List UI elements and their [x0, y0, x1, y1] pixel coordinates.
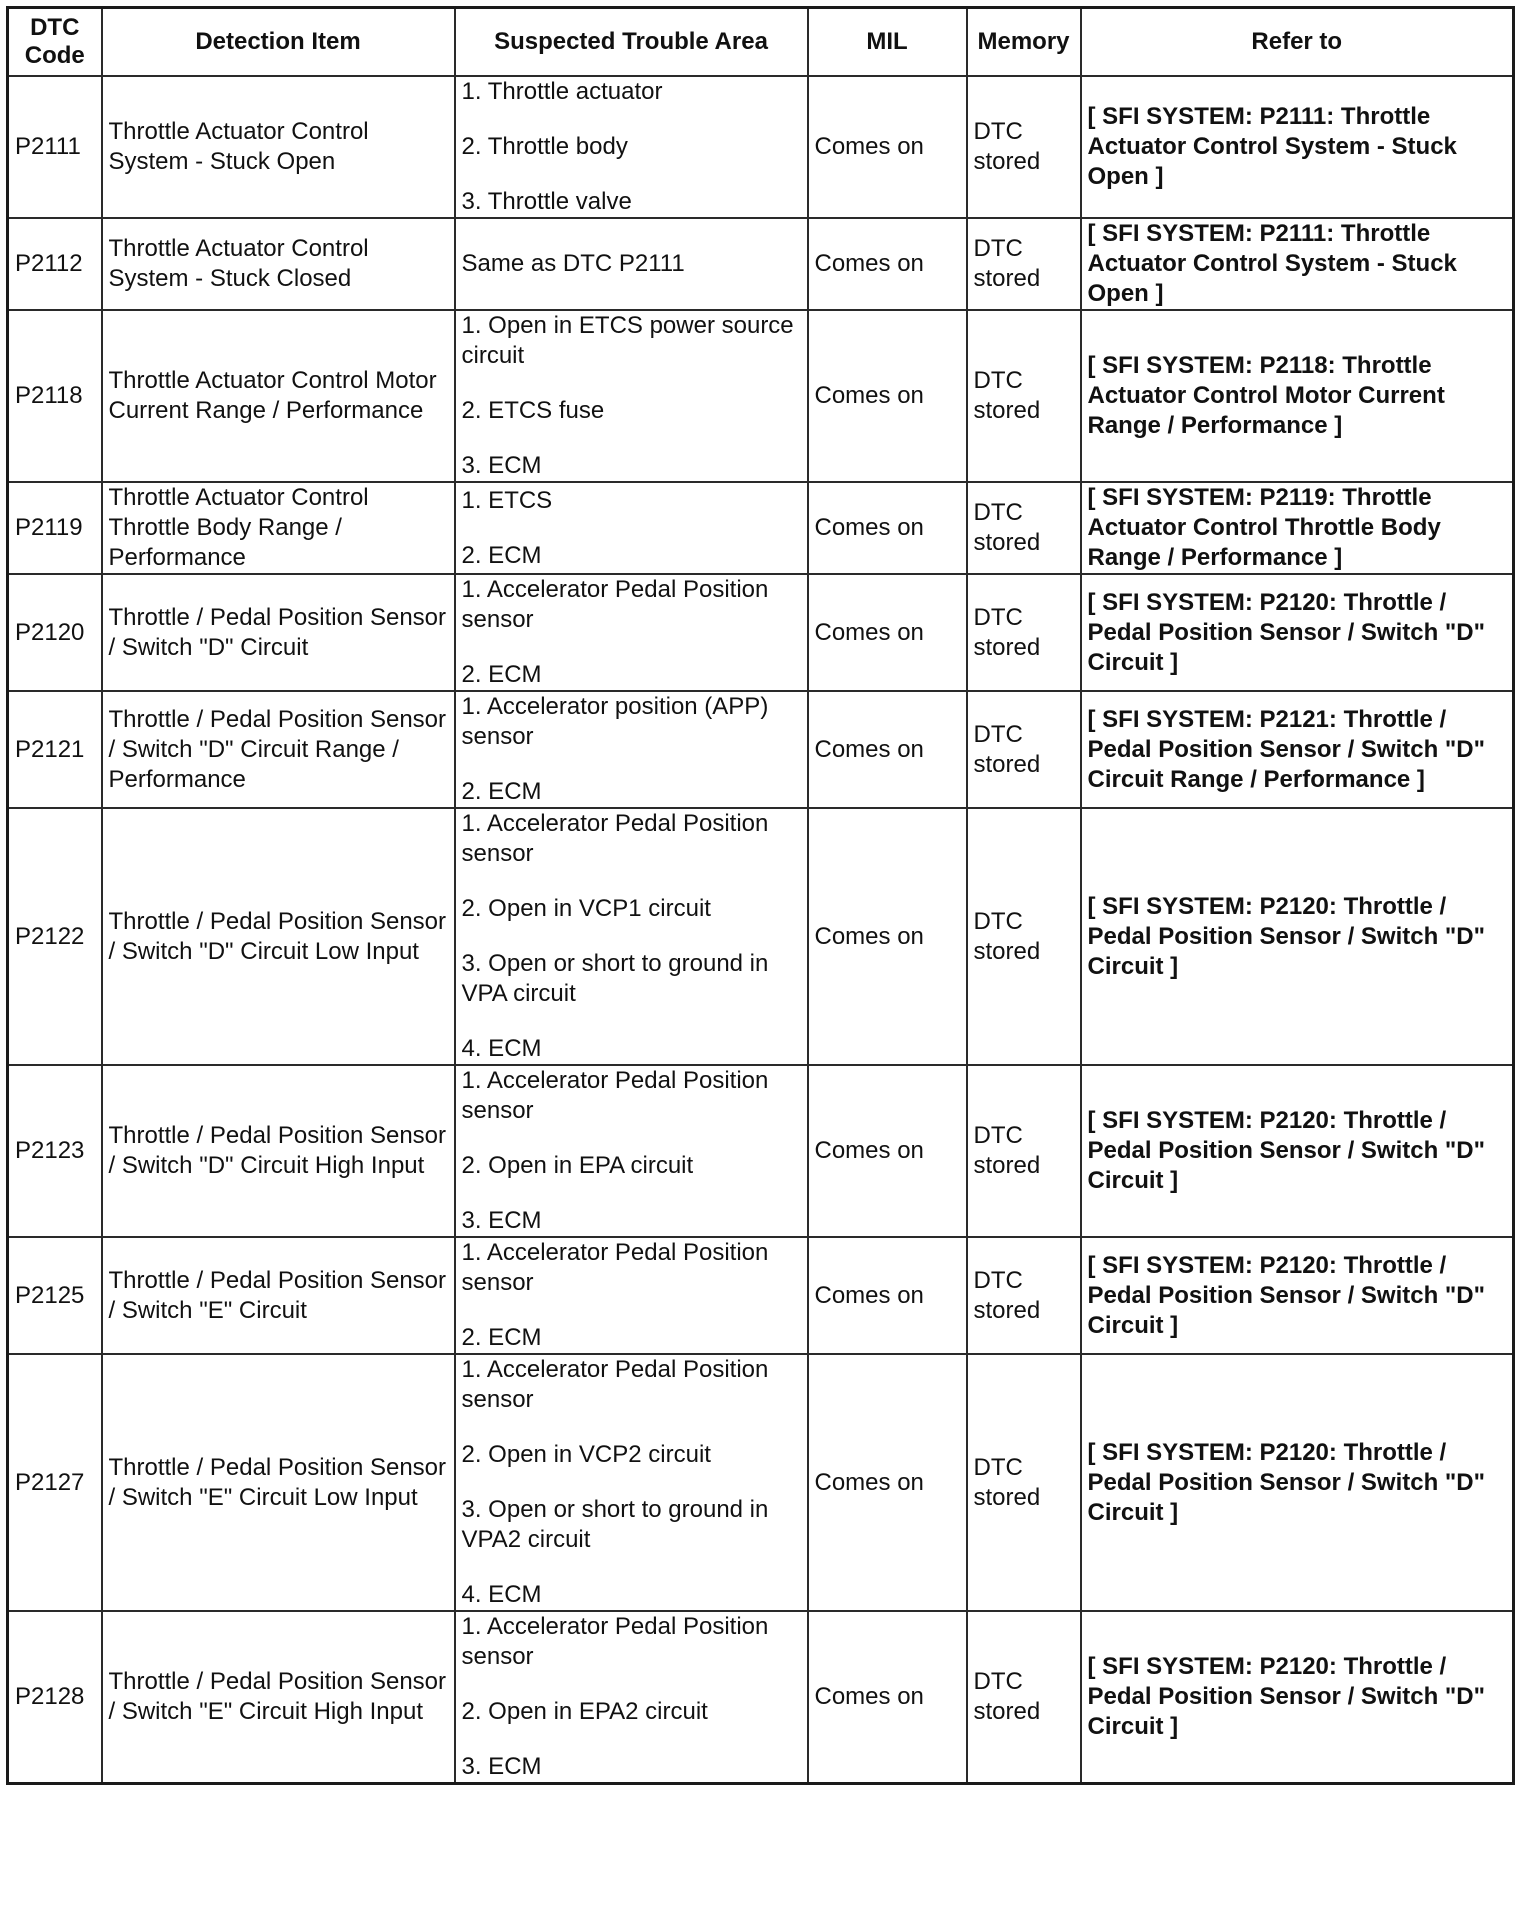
dtc-code-cell: P2121 [8, 691, 102, 808]
mil-cell: Comes on [808, 574, 967, 691]
mil-cell: Comes on [808, 691, 967, 808]
dtc-code-cell: P2118 [8, 310, 102, 482]
memory-cell: DTC stored [967, 482, 1081, 574]
memory-cell: DTC stored [967, 1611, 1081, 1784]
header-row [8, 8, 1514, 77]
trouble-area-item: 4. ECM [461, 1035, 542, 1062]
header-dtc-code: DTC Code [8, 8, 102, 77]
table-row [8, 808, 1514, 1065]
trouble-area-item: 3. ECM [461, 1207, 542, 1234]
table-row [8, 691, 1514, 808]
refer-to-cell: [ SFI SYSTEM: P2111: Throttle Actuator Control System - Stuck Open ] [1081, 218, 1514, 310]
trouble-area-item: 4. ECM [461, 1581, 542, 1608]
trouble-area-item: 3. ECM [461, 1753, 542, 1780]
table-row [8, 76, 1514, 218]
trouble-area-item: 2. Open in VCP2 circuit [461, 1441, 711, 1468]
trouble-area-item: 1. ETCS [461, 486, 553, 514]
trouble-area-item: 2. ETCS fuse [461, 397, 605, 424]
refer-to-cell: [ SFI SYSTEM: P2120: Throttle / Pedal Position Sensor / Switch "D" Circuit ] [1081, 1611, 1514, 1784]
trouble-area-item: 2. ECM [461, 541, 542, 569]
table-row [8, 1065, 1514, 1237]
mil-cell: Comes on [808, 482, 967, 574]
detection-item-cell: Throttle / Pedal Position Sensor / Switch "E" Circuit High Input [102, 1611, 455, 1784]
memory-cell: DTC stored [967, 218, 1081, 310]
memory-cell: DTC stored [967, 1354, 1081, 1611]
trouble-area-item: 1. Accelerator Pedal Position sensor [461, 1613, 769, 1670]
detection-item-cell: Throttle / Pedal Position Sensor / Switch "D" Circuit Range / Performance [102, 691, 455, 808]
trouble-area-item: Same as DTC P2111 [461, 250, 685, 277]
dtc-code-cell: P2120 [8, 574, 102, 691]
trouble-area-item: 2. Open in EPA2 circuit [461, 1698, 708, 1725]
suspected-trouble-area-cell [455, 1354, 808, 1611]
mil-cell: Comes on [808, 218, 967, 310]
refer-to-cell: [ SFI SYSTEM: P2120: Throttle / Pedal Position Sensor / Switch "D" Circuit ] [1081, 574, 1514, 691]
trouble-area-item: 1. Accelerator Pedal Position sensor [461, 810, 769, 867]
suspected-trouble-area-cell [455, 808, 808, 1065]
dtc-code-cell: P2123 [8, 1065, 102, 1237]
detection-item-cell: Throttle Actuator Control System - Stuck Closed [102, 218, 455, 310]
header-refer-to: Refer to [1081, 8, 1514, 77]
trouble-area-item: 1. Accelerator Pedal Position sensor [461, 1067, 769, 1124]
trouble-area-item: 2. Throttle body [461, 133, 628, 160]
table-row [8, 1354, 1514, 1611]
suspected-trouble-area-cell [455, 76, 808, 218]
table-body [8, 76, 1514, 1784]
detection-item-cell: Throttle Actuator Control Throttle Body Range / Performance [102, 482, 455, 574]
dtc-code-cell: P2128 [8, 1611, 102, 1784]
mil-cell: Comes on [808, 808, 967, 1065]
dtc-code-cell: P2127 [8, 1354, 102, 1611]
suspected-trouble-area-cell [455, 218, 808, 310]
mil-cell: Comes on [808, 1237, 967, 1354]
trouble-area-item: 1. Accelerator Pedal Position sensor [461, 576, 769, 633]
trouble-area-item: 1. Accelerator Pedal Position sensor [461, 1239, 769, 1296]
refer-to-cell: [ SFI SYSTEM: P2120: Throttle / Pedal Position Sensor / Switch "D" Circuit ] [1081, 808, 1514, 1065]
suspected-trouble-area-cell [455, 574, 808, 691]
memory-cell: DTC stored [967, 1065, 1081, 1237]
memory-cell: DTC stored [967, 76, 1081, 218]
dtc-code-cell: P2119 [8, 482, 102, 574]
detection-item-cell: Throttle / Pedal Position Sensor / Switch "E" Circuit [102, 1237, 455, 1354]
header-memory: Memory [967, 8, 1081, 77]
dtc-code-cell: P2122 [8, 808, 102, 1065]
trouble-area-item: 2. Open in EPA circuit [461, 1152, 694, 1179]
trouble-area-item: 3. ECM [461, 452, 542, 479]
mil-cell: Comes on [808, 1354, 967, 1611]
refer-to-cell: [ SFI SYSTEM: P2111: Throttle Actuator Control System - Stuck Open ] [1081, 76, 1514, 218]
dtc-table [6, 6, 1515, 1785]
refer-to-cell: [ SFI SYSTEM: P2120: Throttle / Pedal Position Sensor / Switch "D" Circuit ] [1081, 1065, 1514, 1237]
refer-to-cell: [ SFI SYSTEM: P2118: Throttle Actuator Control Motor Current Range / Performance ] [1081, 310, 1514, 482]
refer-to-cell: [ SFI SYSTEM: P2120: Throttle / Pedal Position Sensor / Switch "D" Circuit ] [1081, 1354, 1514, 1611]
mil-cell: Comes on [808, 76, 967, 218]
trouble-area-item: 2. Open in VCP1 circuit [461, 895, 711, 922]
refer-to-cell: [ SFI SYSTEM: P2119: Throttle Actuator Control Throttle Body Range / Performance ] [1081, 482, 1514, 574]
trouble-area-item: 1. Open in ETCS power source circuit [461, 312, 794, 369]
suspected-trouble-area-cell [455, 310, 808, 482]
header-suspected-trouble-area: Suspected Trouble Area [455, 8, 808, 77]
memory-cell: DTC stored [967, 574, 1081, 691]
detection-item-cell: Throttle / Pedal Position Sensor / Switch "E" Circuit Low Input [102, 1354, 455, 1611]
dtc-code-cell: P2112 [8, 218, 102, 310]
suspected-trouble-area-cell [455, 1237, 808, 1354]
trouble-area-item: 2. ECM [461, 661, 542, 688]
table-row [8, 1237, 1514, 1354]
suspected-trouble-area-cell [455, 1065, 808, 1237]
memory-cell: DTC stored [967, 691, 1081, 808]
suspected-trouble-area-cell [455, 482, 808, 574]
trouble-area-item: 3. Open or short to ground in VPA2 circuit [461, 1496, 769, 1553]
dtc-code-cell: P2125 [8, 1237, 102, 1354]
mil-cell: Comes on [808, 1611, 967, 1784]
detection-item-cell: Throttle / Pedal Position Sensor / Switch "D" Circuit Low Input [102, 808, 455, 1065]
detection-item-cell: Throttle Actuator Control System - Stuck Open [102, 76, 455, 218]
table-row [8, 574, 1514, 691]
trouble-area-item: 3. Open or short to ground in VPA circuit [461, 950, 769, 1007]
memory-cell: DTC stored [967, 310, 1081, 482]
trouble-area-item: 2. ECM [461, 1324, 542, 1351]
table-row [8, 310, 1514, 482]
dtc-code-cell: P2111 [8, 76, 102, 218]
suspected-trouble-area-cell [455, 1611, 808, 1784]
detection-item-cell: Throttle / Pedal Position Sensor / Switch "D" Circuit [102, 574, 455, 691]
refer-to-cell: [ SFI SYSTEM: P2120: Throttle / Pedal Position Sensor / Switch "D" Circuit ] [1081, 1237, 1514, 1354]
detection-item-cell: Throttle / Pedal Position Sensor / Switch "D" Circuit High Input [102, 1065, 455, 1237]
trouble-area-item: 1. Throttle actuator [461, 78, 663, 105]
table-row [8, 482, 1514, 574]
header-mil: MIL [808, 8, 967, 77]
trouble-area-item: 1. Accelerator Pedal Position sensor [461, 1356, 769, 1413]
trouble-area-item: 3. Throttle valve [461, 188, 632, 215]
table-header [8, 8, 1514, 77]
refer-to-cell: [ SFI SYSTEM: P2121: Throttle / Pedal Position Sensor / Switch "D" Circuit Range / Performance ] [1081, 691, 1514, 808]
memory-cell: DTC stored [967, 1237, 1081, 1354]
mil-cell: Comes on [808, 310, 967, 482]
table-row [8, 218, 1514, 310]
suspected-trouble-area-cell [455, 691, 808, 808]
trouble-area-item: 2. ECM [461, 778, 542, 805]
mil-cell: Comes on [808, 1065, 967, 1237]
header-detection-item: Detection Item [102, 8, 455, 77]
table-row [8, 1611, 1514, 1784]
memory-cell: DTC stored [967, 808, 1081, 1065]
trouble-area-item: 1. Accelerator position (APP) sensor [461, 693, 769, 750]
detection-item-cell: Throttle Actuator Control Motor Current Range / Performance [102, 310, 455, 482]
